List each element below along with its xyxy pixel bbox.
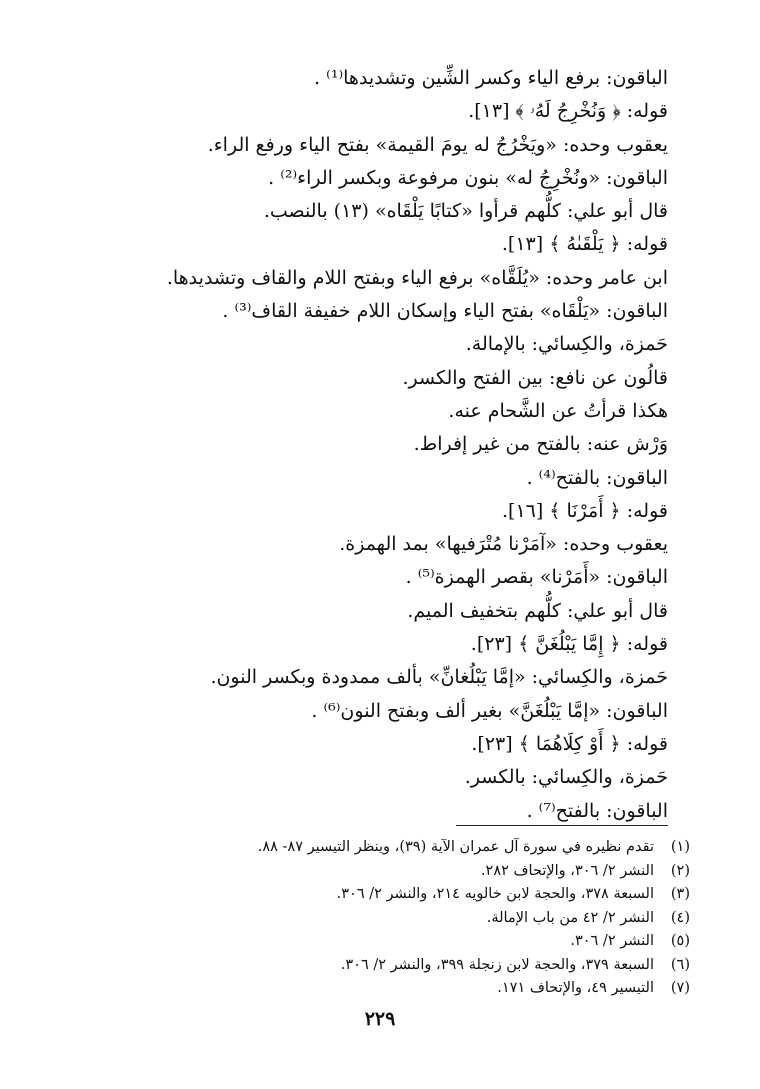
text-line: الباقون: «أَمَرْنا» بقصر الهمزة⁽⁵⁾ . — [405, 566, 668, 589]
footnote-number: (٥) — [670, 933, 690, 949]
text-line: قوله: ﴿ أَمَرْنَا ﴾ [١٦]. — [501, 499, 668, 522]
text-line: قال أبو علي: كلُّهم بتخفيف الميم. — [407, 599, 668, 622]
footnote-text: النشر ٢/ ٣٠٦. — [570, 933, 654, 949]
footnote-number: (٣) — [670, 886, 690, 902]
footnote-number: (٧) — [670, 980, 690, 996]
text-line: يعقوب وحده: «آمَرْنا مُتْرَفيها» بمد الهمزة. — [339, 533, 668, 556]
text-line: هكذا قرأتُ عن الشَّحام عنه. — [448, 399, 668, 422]
footnote — [70, 860, 690, 884]
footnote-number: (١) — [670, 839, 690, 855]
footnote-text: النشر ٢/ ٣٠٦، والإتحاف ٢٨٢. — [480, 862, 654, 879]
footnote-separator — [456, 825, 668, 826]
text-line: قال أبو علي: كلُّهم قرأوا «كتابًا يَلْقَاه» (١٣) بالنصب. — [263, 200, 668, 223]
text-line: الباقون: بالفتح⁽⁷⁾ . — [526, 799, 668, 822]
text-line: قوله: ﴿ إِمَّا يَبْلُغَنَّ ﴾ [٢٣]. — [470, 633, 668, 656]
footnote-text: السبعة ٣٧٨، والحجة لابن خالويه ٢١٤، والنشر ٢/ ٣٠٦. — [336, 886, 654, 902]
footnote — [70, 883, 690, 907]
text-line: الباقون: «ونُخْرِجُ له» بنون مرفوعة وبكسر الراء⁽²⁾ . — [268, 166, 668, 189]
footnote-number: (٤) — [670, 909, 690, 926]
footnote-text: تقدم نظيره في سورة آل عمران الآية (٣٩)، وينظر التيسير ٨٧- ٨٨. — [257, 839, 654, 855]
footnote-text: النشر ٢/ ٤٢ من باب الإمالة. — [486, 909, 654, 926]
text-line: قوله: ﴿ يَلْقَىٰهُ ﴾ [١٣]. — [501, 233, 668, 256]
text-line: قالُون عن نافع: بين الفتح والكسر. — [402, 366, 668, 389]
text-line: الباقون: برفع الياء وكسر الشِّين وتشديدها⁽¹⁾ . — [314, 67, 668, 89]
footnote — [70, 930, 690, 954]
footnote — [70, 836, 690, 860]
main-text — [68, 62, 668, 828]
text-line: الباقون: بالفتح⁽⁴⁾ . — [526, 466, 668, 489]
footnote-number: (٦) — [670, 956, 690, 973]
footnote — [70, 954, 690, 978]
footnote — [70, 907, 690, 931]
text-line: يعقوب وحده: «ويَخْرُجُ له يومَ القيمة» بفتح الياء ورفع الراء. — [207, 133, 668, 156]
page-number: ٢٢٩ — [364, 1008, 396, 1030]
text-line: قوله: ﴿ أَوْ كِلَاهُمَا ﴾ [٢٣]. — [471, 732, 668, 755]
footnote-number: (٢) — [670, 862, 690, 879]
text-line: حَمزة، والكِسائي: «إمَّا يَبْلُغانِّ» بألف ممدودة وبكسر النون. — [210, 666, 668, 689]
text-line: حَمزة، والكِسائي: بالكسر. — [464, 766, 668, 789]
text-line: الباقون: «إمَّا يَبْلُغَنَّ» بغير ألف وبفتح النون⁽⁶⁾ . — [311, 699, 668, 722]
text-line: وَرْش عنه: بالفتح من غير إفراط. — [413, 433, 668, 456]
text-line: قوله: ﴿ وَنُخْرِجُ لَهُۥ ﴾ [١٣]. — [468, 100, 668, 123]
footnote-text: التيسير ٤٩، والإتحاف ١٧١. — [497, 980, 654, 996]
text-line: حَمزة، والكِسائي: بالإمالة. — [465, 333, 668, 356]
footnote — [70, 977, 690, 1001]
footnotes — [70, 836, 690, 1001]
text-line: الباقون: «يَلْقَاه» بفتح الياء وإسكان اللام خفيفة القاف⁽³⁾ . — [222, 300, 668, 323]
text-line: ابن عامر وحده: «يُلَقَّاه» برفع الياء وبفتح اللام والقاف وتشديدها. — [166, 266, 668, 289]
footnote-text: السبعة ٣٧٩، والحجة لابن زنجلة ٣٩٩، والنشر ٢/ ٣٠٦. — [340, 956, 654, 973]
